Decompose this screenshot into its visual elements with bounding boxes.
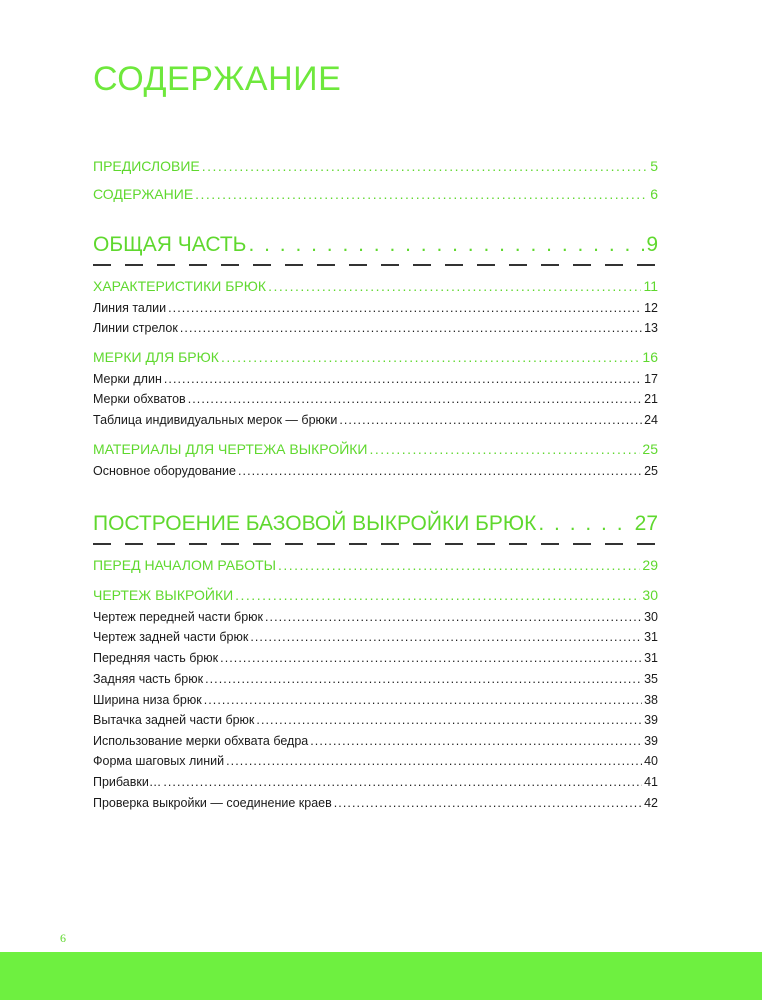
toc-entry-page: 40 [644, 754, 658, 768]
leader-dots [195, 186, 648, 202]
toc-entry[interactable] [93, 775, 658, 789]
leader-dots [220, 651, 642, 665]
leader-dots [265, 610, 642, 624]
leader-dots [226, 754, 642, 768]
toc-entry-page: 12 [644, 301, 658, 315]
toc-entry-page: 9 [646, 233, 658, 256]
toc-entry[interactable] [93, 301, 658, 315]
toc-entry-page: 39 [644, 713, 658, 727]
toc-section[interactable] [93, 233, 658, 257]
leader-dots [278, 557, 640, 573]
toc-entry[interactable] [93, 321, 658, 335]
leader-dots [202, 158, 648, 174]
toc-entry[interactable] [93, 754, 658, 768]
toc-entry-page: 27 [634, 512, 658, 535]
toc-entry[interactable] [93, 693, 658, 707]
toc-entry[interactable] [93, 392, 658, 406]
toc-entry-page: 38 [644, 693, 658, 707]
toc-entry-label: ПРЕДИСЛОВИЕ [93, 158, 200, 174]
leader-dots [204, 693, 642, 707]
toc-section[interactable] [93, 512, 658, 536]
leader-dots [168, 301, 642, 315]
toc-entry[interactable] [93, 158, 658, 174]
toc-entry-page: 25 [642, 441, 658, 457]
toc-entry-label: Форма шаговых линий [93, 754, 225, 768]
toc-entry-label: ПЕРЕД НАЧАЛОМ РАБОТЫ [93, 557, 277, 573]
toc-entry-page: 11 [643, 278, 658, 294]
leader-dots [250, 630, 642, 644]
leader-dots [370, 441, 641, 457]
toc-entry[interactable] [93, 610, 658, 624]
toc-entry-page: 30 [644, 610, 658, 624]
toc-entry-page: 31 [644, 651, 658, 665]
leader-dots [248, 233, 644, 257]
toc-entry[interactable] [93, 672, 658, 686]
toc-entry-label: МАТЕРИАЛЫ ДЛЯ ЧЕРТЕЖА ВЫКРОЙКИ [93, 441, 368, 457]
toc-entry-label: Чертеж задней части брюк [93, 630, 249, 644]
toc-entry-label: Вытачка задней части брюк [93, 713, 255, 727]
section-divider [93, 264, 668, 266]
toc-chapter[interactable] [93, 557, 658, 573]
toc-entry-page: 13 [644, 321, 658, 335]
toc-entry-page: 16 [642, 349, 658, 365]
leader-dots [538, 512, 632, 536]
toc-entry-label: Ширина низа брюк [93, 693, 202, 707]
toc-entry[interactable] [93, 630, 658, 644]
leader-dots [334, 796, 642, 810]
toc-entry-page: 39 [644, 734, 658, 748]
toc-entry-page: 24 [644, 413, 658, 427]
toc-entry-label: ЧЕРТЕЖ ВЫКРОЙКИ [93, 587, 234, 603]
leader-dots [205, 672, 642, 686]
toc-entry-page: 41 [644, 775, 658, 789]
leader-dots [310, 734, 642, 748]
toc-entry[interactable] [93, 413, 658, 427]
toc-entry-page: 31 [644, 630, 658, 644]
toc-chapter[interactable] [93, 278, 658, 294]
toc-entry-label: Линия талии [93, 301, 167, 315]
toc-entry-label: ОБЩАЯ ЧАСТЬ [93, 233, 247, 256]
toc-entry-page: 35 [644, 672, 658, 686]
toc-entry-label: Линии стрелок [93, 321, 178, 335]
toc-entry-label: Основное оборудование [93, 464, 236, 478]
toc-entry-page: 6 [650, 186, 658, 202]
page-number: 6 [60, 931, 66, 945]
toc-entry[interactable] [93, 464, 658, 478]
toc-entry-page: 25 [644, 464, 658, 478]
leader-dots [238, 464, 642, 478]
toc-entry-page: 21 [644, 392, 658, 406]
toc-entry-page: 42 [644, 796, 658, 810]
leader-dots [235, 587, 640, 603]
leader-dots [163, 775, 642, 789]
toc-entry-label: Задняя часть брюк [93, 672, 204, 686]
toc-entry[interactable] [93, 372, 658, 386]
leader-dots [221, 349, 640, 365]
toc-entry[interactable] [93, 651, 658, 665]
toc-entry-page: 29 [642, 557, 658, 573]
toc-entry-label: ПОСТРОЕНИЕ БАЗОВОЙ ВЫКРОЙКИ БРЮК [93, 512, 537, 535]
toc-entry-label: Прибавки… [93, 775, 162, 789]
toc-chapter[interactable] [93, 441, 658, 457]
leader-dots [164, 372, 642, 386]
section-divider [93, 543, 668, 545]
leader-dots [188, 392, 642, 406]
toc-entry[interactable] [93, 186, 658, 202]
toc-chapter[interactable] [93, 349, 658, 365]
toc-entry-label: МЕРКИ ДЛЯ БРЮК [93, 349, 219, 365]
footer-bar [0, 952, 762, 1000]
toc-entry-label: Мерки длин [93, 372, 162, 386]
toc-entry-label: ХАРАКТЕРИСТИКИ БРЮК [93, 278, 267, 294]
leader-dots [268, 278, 641, 294]
toc-entry-label: Проверка выкройки — соединение краев [93, 796, 332, 810]
toc-entry-page: 17 [644, 372, 658, 386]
toc-entry-label: Мерки обхватов [93, 392, 186, 406]
toc-entry-label: СОДЕРЖАНИЕ [93, 186, 194, 202]
toc-entry-label: Использование мерки обхвата бедра [93, 734, 309, 748]
toc-entry[interactable] [93, 713, 658, 727]
toc-entry-label: Таблица индивидуальных мерок — брюки [93, 413, 338, 427]
page-title: СОДЕРЖАНИЕ [93, 60, 342, 98]
toc-entry-label: Чертеж передней части брюк [93, 610, 263, 624]
leader-dots [339, 413, 642, 427]
leader-dots [256, 713, 642, 727]
toc-entry[interactable] [93, 734, 658, 748]
toc-entry-label: Передняя часть брюк [93, 651, 219, 665]
toc-entry[interactable] [93, 796, 658, 810]
toc-entry-page: 30 [642, 587, 658, 603]
toc-entry-page: 5 [650, 158, 658, 174]
toc-chapter[interactable] [93, 587, 658, 603]
leader-dots [180, 321, 642, 335]
